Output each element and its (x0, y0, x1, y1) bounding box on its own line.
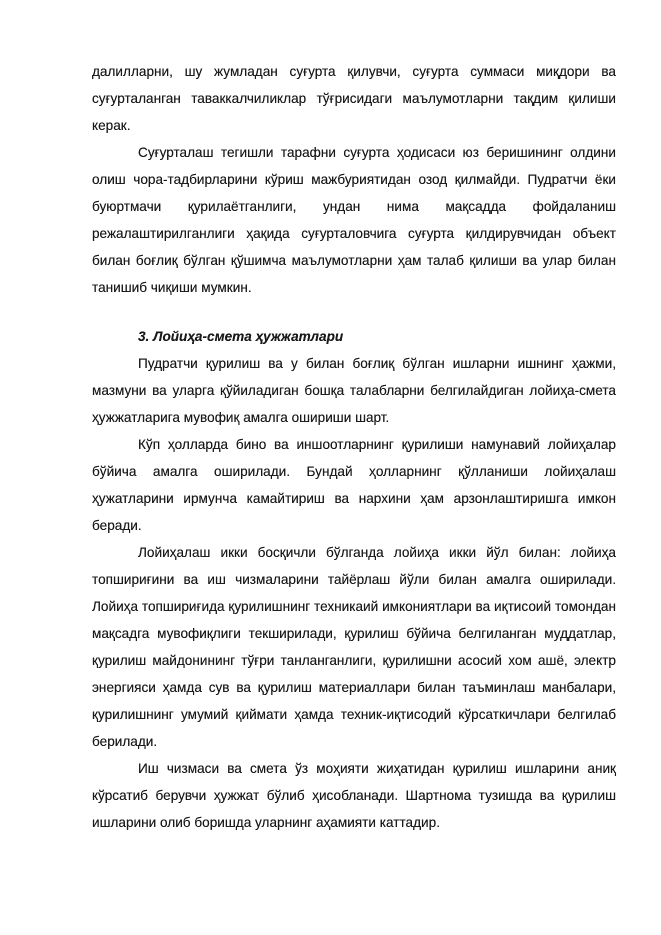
paragraph-drawings-estimate: Иш чизмаси ва смета ўз моҳияти жиҳатидан қурилиш ишларини аниқ кўрсатиб берувчи ҳужжат бўлиб ҳисобланади. Шартнома тузишда ва қурилиш ишларини олиб боришда уларнинг аҳамияти каттадир. (92, 761, 616, 830)
paragraph-contractor: Пудратчи қурилиш ва у билан боғлиқ бўлган ишларни ишнинг ҳажми, мазмуни ва уларга қўйиладиган бошқа талабларни белгилайдиган лойиҳа-смета ҳужжатларига мувофиқ амалга ошириши шарт. (92, 356, 616, 425)
paragraph-standard-projects: Кўп ҳолларда бино ва иншоотларнинг қурилиши намунавий лойиҳалар бўйича амалга оширилади. Бундай ҳолларнинг қўлланиши лойиҳалаш ҳужатларини ирмунча камайтириш ва нархини ҳам арзонлаштиришга имкон беради. (92, 437, 616, 533)
paragraph-continuation: далилларни, шу жумладан суғурта қилувчи, суғурта суммаси миқдори ва суғурталанган таваккалчиликлар тўғрисидаги маълумотларни тақдим қилиши керак. (92, 64, 616, 133)
section-gap (92, 301, 616, 323)
paragraph-two-stage-design: Лойиҳалаш икки босқичли бўлганда лойиҳа икки йўл билан: лойиҳа топшириғини ва иш чизмаларини тайёрлаш йўли билан амалга оширилади. Лойиҳа топшириғида қурилишнинг техникаий имкониятлари ва иқтисоий томондан мақсадга мувофиқлиги текширилади, қурилиш бўйича белгиланган муддатлар, қурилиш майдонининг тўғри танланганлиги, қурилишни асосий хом ашё, электр энергияси ҳамда сув ва қурилиш материаллари билан таъминлаш манбалари, қурилишнинг умумий қиймати ҳамда техник-иқтисодий кўрсаткичлари белгилаб берилади. (92, 545, 616, 749)
paragraph-insurance: Суғурталаш тегишли тарафни суғурта ҳодисаси юз беришининг олдини олиш чора-тадбирларини кўриш мажбуриятидан озод қилмайди. Пудратчи ёки буюртмачи қурилаётганлиги, ундан нима мақсадда фойдаланиш режалаштирилганлиги ҳақида суғурталовчига суғурта қилдирувчидан объект билан боғлиқ бўлган қўшимча маълумотларни ҳам талаб қилиши ва улар билан танишиб чиқиши мумкин. (92, 145, 616, 295)
section-heading: 3. Лойиҳа-смета ҳужжатлари (138, 329, 344, 344)
document-page (92, 58, 616, 836)
